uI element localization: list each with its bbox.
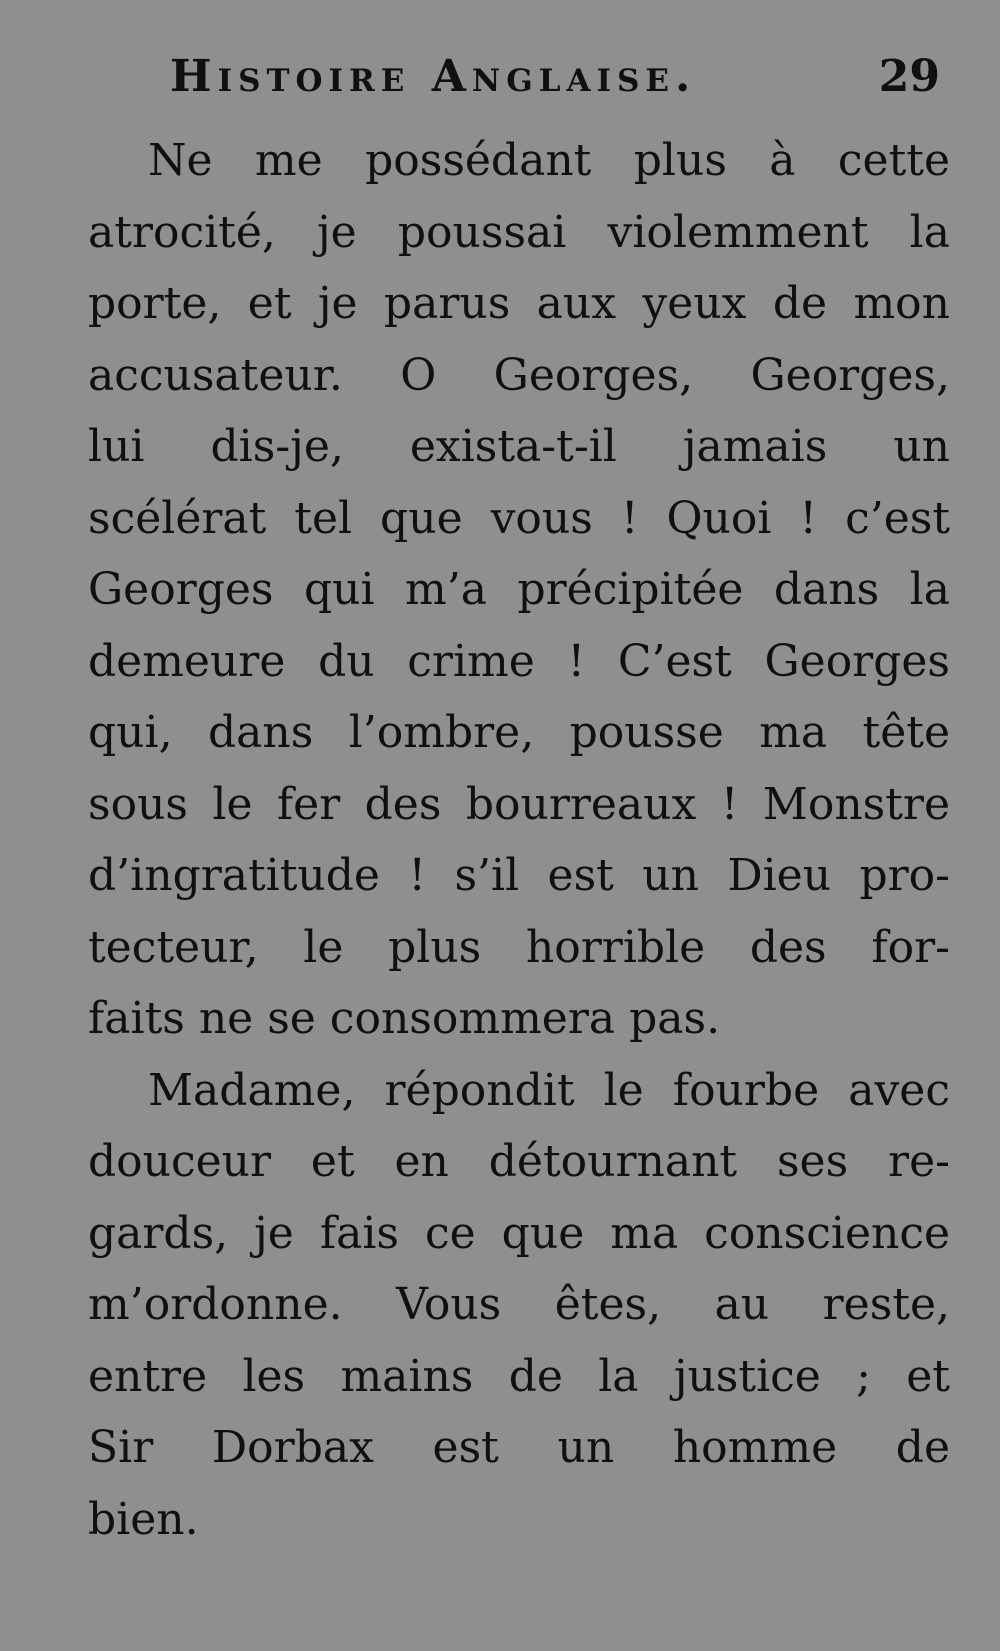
text-line: porte, et je parus aux yeux de mon	[88, 278, 950, 329]
paragraph-2	[88, 1055, 950, 1556]
text-line: Georges qui m’a précipitée dans la	[88, 564, 950, 615]
text-line: faits ne se consommera pas.	[88, 993, 721, 1044]
text-line: Madame, répondit le fourbe avec	[148, 1064, 950, 1116]
text-line: douceur et en détournant ses re-	[88, 1136, 950, 1187]
text-line: lui dis-je, exista-t-il jamais un	[88, 421, 950, 472]
text-line: atrocité, je poussai violemment la	[88, 206, 950, 258]
text-line: accusateur. O Georges, Georges,	[88, 349, 950, 401]
text-line: qui, dans l’ombre, pousse ma tête	[88, 707, 950, 758]
text-line: d’ingratitude ! s’il est un Dieu pro-	[88, 850, 950, 901]
text-line: tecteur, le plus horrible des for-	[88, 921, 950, 973]
page-number: 29	[878, 51, 940, 102]
text-line: m’ordonne. Vous êtes, au reste,	[88, 1279, 950, 1330]
text-line: gards, je fais ce que ma conscience	[88, 1207, 950, 1259]
paragraph-1	[88, 125, 950, 1055]
text-line: demeure du crime ! C’est Georges	[88, 635, 950, 687]
text-line: Sir Dorbax est un homme de	[88, 1422, 950, 1473]
text-line: sous le fer des bourreaux ! Monstre	[88, 778, 950, 830]
text-line: entre les mains de la justice ; et	[88, 1350, 950, 1402]
text-line: Ne me possédant plus à cette	[148, 135, 950, 186]
text-line: bien.	[88, 1493, 199, 1545]
body-text	[88, 125, 950, 1555]
running-head	[170, 42, 940, 112]
running-title: Histoire Anglaise.	[170, 51, 697, 102]
text-line: scélérat tel que vous ! Quoi ! c’est	[88, 492, 950, 544]
